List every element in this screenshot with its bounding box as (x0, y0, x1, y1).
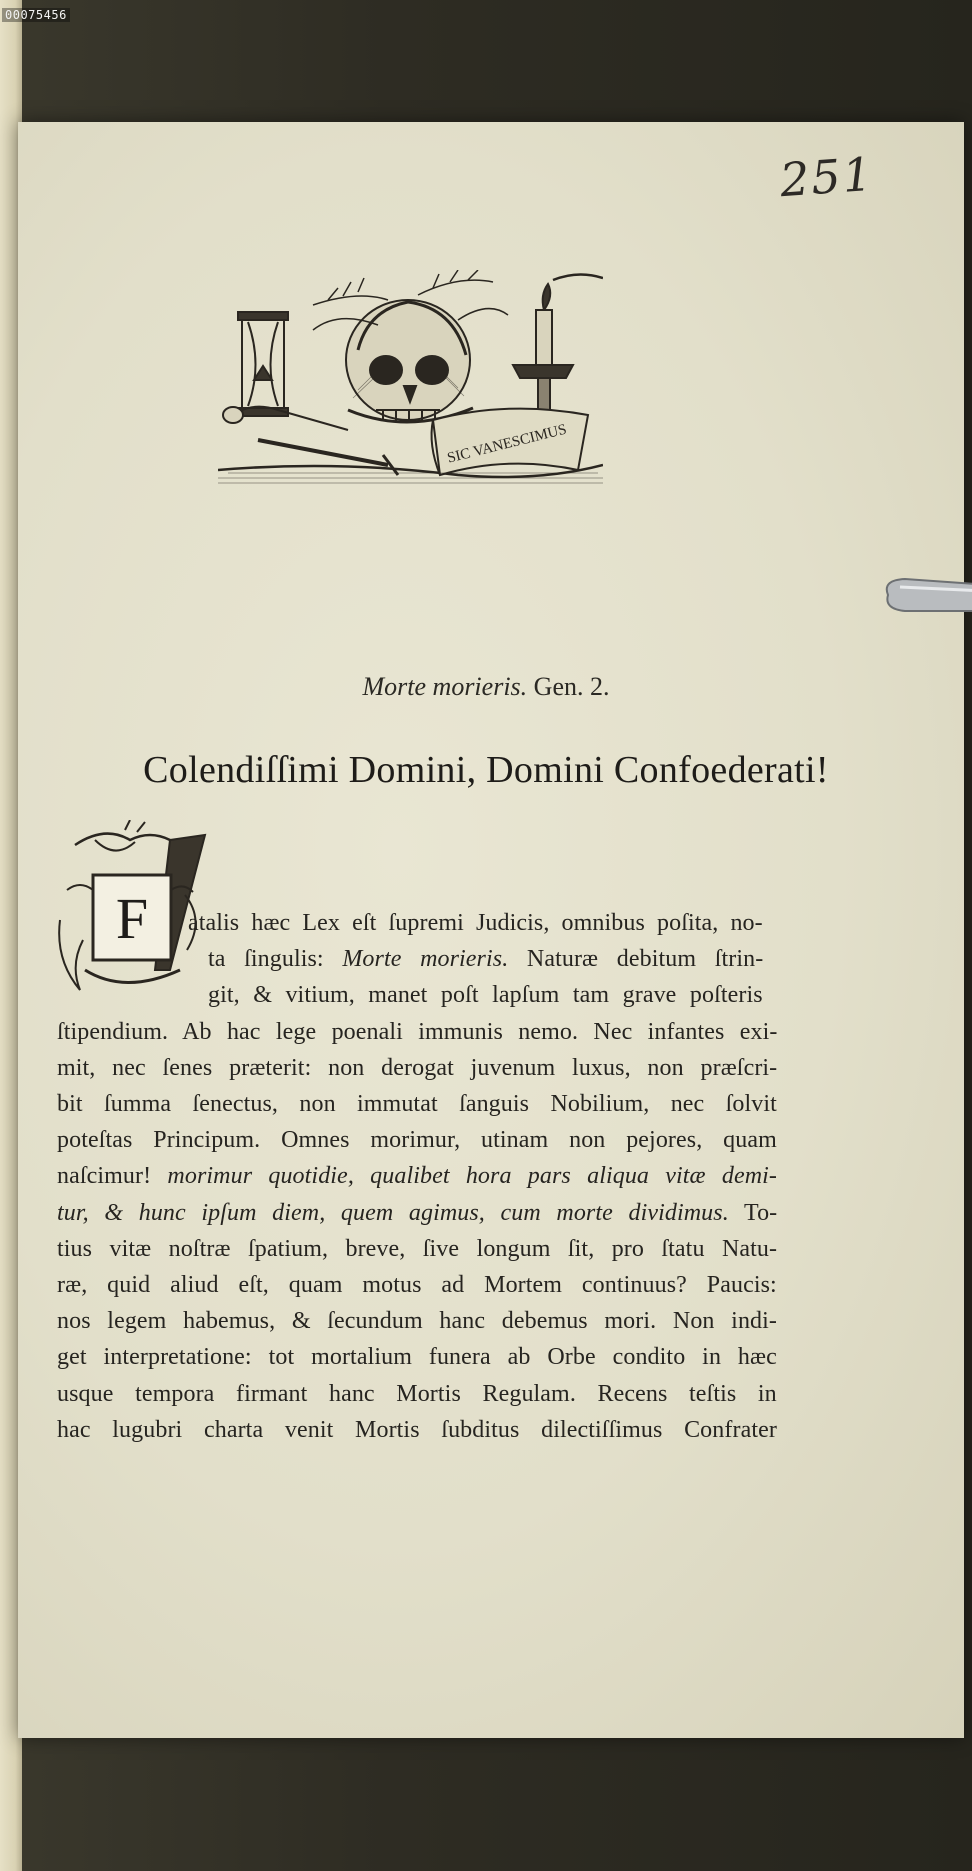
body-line (208, 946, 763, 973)
text-run: atalis hæc Lex eſt ſupremi Judicis, omnibus poſita, no- (188, 910, 763, 936)
eagle-icon (75, 834, 170, 845)
body-line (57, 1127, 777, 1154)
text-run: nos legem habemus, & ſecundum hanc debemus mori. Non indi- (57, 1308, 778, 1335)
text-run: ſtipendium. Ab hac lege poenali immunis nemo. Nec infantes exi- (57, 1018, 778, 1045)
body-line (57, 1272, 777, 1299)
body-line (57, 1019, 777, 1046)
epigraph-reference: Gen. 2. (533, 672, 610, 701)
text-run: ta ſingulis: (208, 946, 343, 973)
italic-text: morimur quotidie, qualibet hora pars aliqua vitæ demi- (167, 1163, 778, 1190)
body-line (188, 910, 763, 937)
body-line (57, 1381, 777, 1408)
text-run: usque tempora firmant hanc Mortis Regulam. Recens teſtis in (57, 1380, 777, 1407)
italic-text: tur, & hunc ipſum diem, quem agimus, cum morte dividimus. (57, 1199, 729, 1226)
text-run: tius vitæ noſtræ ſpatium, breve, ſive longum ſit, pro ſtatu Natu- (57, 1235, 778, 1262)
drop-cap-letter: F (115, 886, 149, 951)
decorated-initial (55, 820, 210, 1005)
text-run: To- (728, 1199, 778, 1226)
body-line (57, 1417, 777, 1444)
memento-mori-vignette (218, 270, 603, 490)
body-line (57, 1055, 777, 1082)
text-run: bit ſumma ſenectus, non immutat ſanguis Nobilium, nec ſolvit (57, 1091, 777, 1117)
scan-id-label: 00075456 (2, 8, 70, 22)
body-line (57, 1236, 777, 1263)
body-line (57, 1091, 777, 1118)
text-run: poteſtas Principum. Omnes morimur, utinam non pejores, quam (57, 1127, 777, 1154)
text-run: hac lugubri charta venit Mortis ſubditus dilectiſſimus Confrater (57, 1416, 777, 1443)
text-run: git, & vitium, manet poſt lapſum tam grave poſteris (208, 982, 763, 1009)
text-run: Naturæ debitum ſtrin- (508, 946, 764, 973)
hourglass-icon (238, 312, 288, 416)
text-run: ræ, quid aliud eſt, quam motus ad Mortem continuus? Paucis: (57, 1272, 777, 1298)
text-run: get interpretatione: tot mortalium funera ab Orbe condito in hæc (57, 1344, 777, 1371)
metal-clip (880, 575, 972, 615)
body-line (57, 1308, 777, 1335)
italic-text: Morte morieris. (342, 946, 509, 973)
skull-icon (346, 300, 473, 422)
text-run: naſcimur! (57, 1163, 168, 1190)
epigraph-quote: Morte morieris. (362, 672, 528, 701)
body-line (57, 1163, 777, 1190)
body-line (208, 982, 763, 1009)
page-title: Colendiſſimi Domini, Domini Confoederati! (143, 749, 829, 791)
body-line (57, 1200, 777, 1227)
handwritten-page-number: 251 (778, 146, 876, 208)
body-line (57, 1344, 777, 1371)
scroll-banner-text: SIC VANESCIMUS (445, 421, 569, 467)
epigraph (0, 672, 972, 702)
text-run: mit, nec ſenes præterit: non derogat juvenum luxus, non præſcri- (57, 1054, 778, 1081)
